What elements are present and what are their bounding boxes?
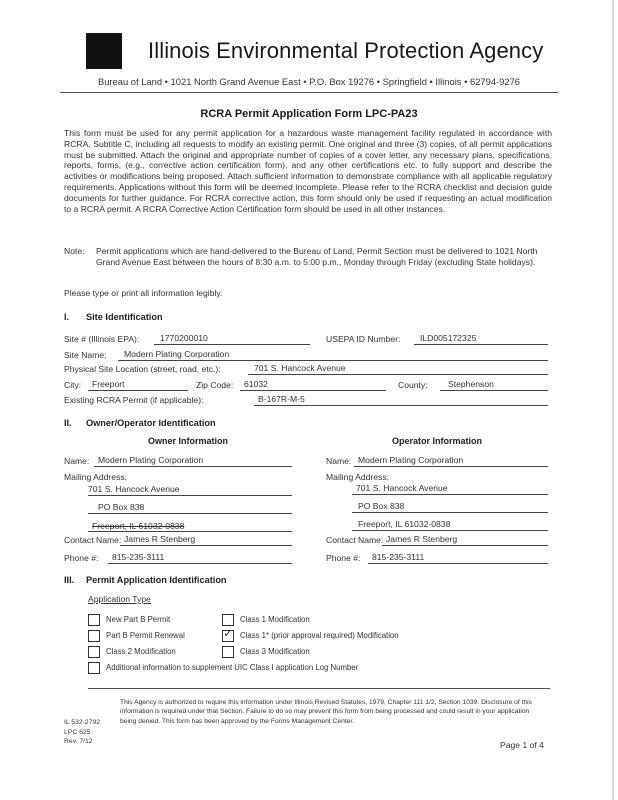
operator-contact-label: Contact Name: xyxy=(326,535,384,545)
owner-name-underline xyxy=(94,466,292,467)
intro-paragraph: This form must be used for any permit application for a hazardous waste management facility regulated in accordance with RCRA, Subtitle C, including all requests to modify an existing permit. One original and three (3) copies, of all permit applications must be submitted. Attach the original and appropriate number of copies of a cover letter, any necessary plans, specifications, reports, forms, (e.g., corrective action certification form), and any other certifications etc. to fully support and describe the activities or modifications being proposed. Attach sufficient information to demonstrate compliance with all applicable regulatory requirements. Applications without this form will be deemed incomplete. Please refer to the RCRA checklist and decision guide documents for further guidance. For RCRA corrective action, this form should only be used if requesting an actual modification to a RCRA permit. A RCRA Corrective Action Certification form should be used in all other instances. xyxy=(64,128,552,214)
operator-name-label: Name: xyxy=(326,456,352,466)
class-1-modification-checkbox[interactable] xyxy=(222,614,234,626)
operator-address-underline-3 xyxy=(352,530,548,531)
class-3-modification-label: Class 3 Modification xyxy=(240,647,310,656)
application-type-label: Application Type xyxy=(88,594,151,604)
uic-supplement-label: Additional information to supplement UIC Class I application Log Number xyxy=(106,663,359,672)
zip-code-underline xyxy=(240,390,386,391)
form-code-line: IL 532-2792 xyxy=(64,719,101,726)
owner-address-line-1[interactable]: 701 S. Hancock Avenue xyxy=(88,484,180,494)
form-codes xyxy=(64,718,100,747)
operator-address-underline-2 xyxy=(352,512,548,513)
city-underline xyxy=(88,390,188,391)
site-number-underline xyxy=(154,344,310,345)
site-location-underline xyxy=(248,374,548,375)
owner-mailing-label: Mailing Address: xyxy=(64,472,128,482)
zip-code-label: Zip Code: xyxy=(196,380,234,390)
site-number-field[interactable]: 1770200010 xyxy=(160,333,208,343)
operator-address-underline-1 xyxy=(352,494,548,495)
city-field[interactable]: Freeport xyxy=(92,379,125,389)
section-1-title: Site Identification xyxy=(86,312,163,322)
agency-logo xyxy=(86,33,122,69)
owner-address-underline-1 xyxy=(88,495,292,496)
new-part-b-permit-checkbox[interactable] xyxy=(88,614,100,626)
class-2-modification-checkbox[interactable] xyxy=(88,646,100,658)
class-1-star-modification-checkbox[interactable] xyxy=(222,630,234,642)
site-name-field[interactable]: Modern Plating Corporation xyxy=(124,349,230,359)
section-2-heading xyxy=(64,418,216,428)
operator-address-line-1[interactable]: 701 S. Hancock Avenue xyxy=(356,483,448,493)
operator-contact-underline xyxy=(382,545,548,546)
operator-address-line-3[interactable]: Freeport, IL 61032-0838 xyxy=(358,519,451,529)
rcra-permit-field[interactable]: B-167R-M-5 xyxy=(258,394,305,404)
section-3-title: Permit Application Identification xyxy=(86,575,227,585)
section-3-number: III. xyxy=(64,575,75,585)
county-underline xyxy=(440,390,548,391)
site-name-label: Site Name: xyxy=(64,350,107,360)
operator-heading: Operator Information xyxy=(392,436,483,446)
form-code-line: LPC 625 xyxy=(64,728,91,736)
owner-phone-field[interactable]: 815-235-3111 xyxy=(112,552,165,562)
form-title: RCRA Permit Application Form LPC-PA23 xyxy=(200,108,418,120)
section-2-number: II. xyxy=(64,418,72,428)
part-b-permit-renewal-label: Part B Permit Renewal xyxy=(106,631,185,640)
owner-address-underline-3 xyxy=(88,531,292,532)
class-2-modification-label: Class 2 Modification xyxy=(106,647,176,656)
owner-contact-field[interactable]: James R Stenberg xyxy=(124,534,196,544)
zip-code-field[interactable]: 61032 xyxy=(244,379,268,389)
owner-name-field[interactable]: Modern Plating Corporation xyxy=(98,455,204,465)
owner-name-label: Name: xyxy=(64,456,90,466)
rcra-permit-underline xyxy=(254,405,548,406)
operator-contact-field[interactable]: James R Stenberg xyxy=(386,534,458,544)
owner-heading: Owner Information xyxy=(148,436,229,446)
owner-phone-underline xyxy=(108,563,292,564)
operator-phone-underline xyxy=(368,563,548,564)
page-number: Page 1 of 4 xyxy=(500,740,544,750)
section-1-number: I. xyxy=(64,312,70,322)
operator-address-line-2[interactable]: PO Box 838 xyxy=(358,501,405,511)
usepa-id-label: USEPA ID Number: xyxy=(326,334,401,344)
operator-phone-field[interactable]: 815-235-3111 xyxy=(372,552,425,562)
note-label: Note: xyxy=(64,246,85,256)
owner-address-line-2[interactable]: PO Box 838 xyxy=(98,502,145,512)
section-3-heading xyxy=(64,575,227,585)
print-instruction: Please type or print all information legibly. xyxy=(64,288,223,298)
footer-divider xyxy=(88,688,550,689)
class-1-star-modification-label: Class 1* (prior approval required) Modification xyxy=(240,631,399,640)
usepa-id-underline xyxy=(414,344,548,345)
rcra-permit-label: Existing RCRA Permit (if applicable): xyxy=(64,395,204,405)
note-text: Permit applications which are hand-delivered to the Bureau of Land, Permit Section must be delivered to 1021 North Grand Avenue East between the hours of 8:30 a.m. to 5:00 p.m., Monday through Friday (excluding State holidays). xyxy=(96,246,538,267)
owner-address-underline-2 xyxy=(88,513,292,514)
uic-supplement-checkbox[interactable] xyxy=(88,662,100,674)
form-code-line: Rev. 7/12 xyxy=(64,738,93,746)
class-1-star-modification-check-mark: ✓ xyxy=(223,628,233,640)
site-number-label: Site # (Illinois EPA): xyxy=(64,334,140,344)
site-location-field[interactable]: 701 S. Hancock Avenue xyxy=(254,363,346,373)
agency-name: Illinois Environmental Protection Agency xyxy=(148,38,544,63)
owner-contact-underline xyxy=(120,545,292,546)
section-1-heading xyxy=(64,312,163,322)
county-field[interactable]: Stephenson xyxy=(448,379,494,389)
owner-address-line-3[interactable]: Freeport, IL 61032-0838 xyxy=(92,521,185,531)
scan-edge xyxy=(612,0,614,800)
city-label: City: xyxy=(64,380,82,390)
operator-phone-label: Phone #: xyxy=(326,553,361,563)
operator-name-field[interactable]: Modern Plating Corporation xyxy=(358,455,464,465)
owner-contact-label: Contact Name: xyxy=(64,535,122,545)
header-divider xyxy=(60,92,558,93)
agency-address: Bureau of Land • 1021 North Grand Avenue East • P.O. Box 19276 • Springfield • Illinois • 62794-9276 xyxy=(97,76,521,87)
site-name-underline xyxy=(118,360,548,361)
operator-name-underline xyxy=(354,466,548,467)
new-part-b-permit-label: New Part B Permit xyxy=(106,615,171,624)
operator-mailing-label: Mailing Address: xyxy=(326,472,390,482)
footer-statement: This Agency is authorized to require this information under Illinois Revised Statutes, 1979, Chapter 111 1/2, Section 1039. Disclosure of this information is required under that Section. Failure to do so may prevent this form from being processed and could result in your application being denied. This form has been approved by the Forms Management Center. xyxy=(120,699,533,725)
class-1-modification-label: Class 1 Modification xyxy=(240,615,310,624)
owner-phone-label: Phone #: xyxy=(64,553,99,563)
county-label: County: xyxy=(398,380,428,390)
section-2-title: Owner/Operator Identification xyxy=(86,418,216,428)
site-location-label: Physical Site Location (street, road, etc.): xyxy=(64,364,221,374)
part-b-permit-renewal-checkbox[interactable] xyxy=(88,630,100,642)
usepa-id-field[interactable]: ILD005172325 xyxy=(420,333,477,343)
class-3-modification-checkbox[interactable] xyxy=(222,646,234,658)
